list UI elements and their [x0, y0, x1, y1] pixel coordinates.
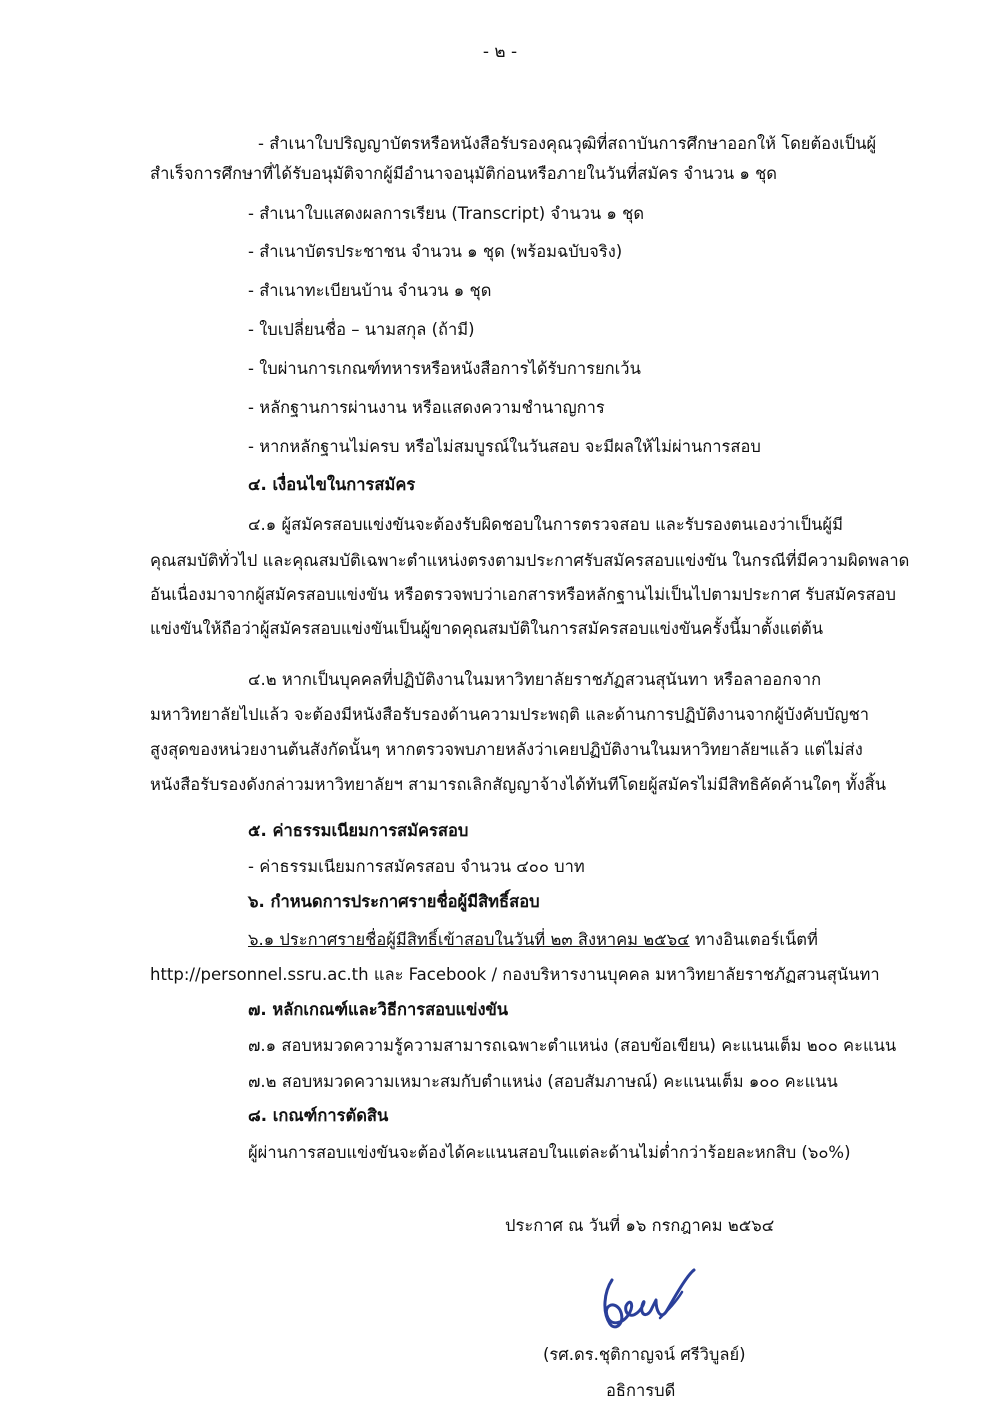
doc-item: - ใบผ่านการเกณฑ์ทหารหรือหนังสือการได้รับการยกเว้น — [248, 359, 641, 378]
announce-date-line — [248, 927, 818, 953]
s4-p1-line: คุณสมบัติทั่วไป และคุณสมบัติเฉพาะตำแหน่งตรงตามประกาศรับสมัครสอบแข่งขัน ในกรณีที่มีความผิดพลาด — [150, 551, 910, 570]
pass-criteria: ผู้ผ่านการสอบแข่งขันจะต้องได้คะแนนสอบในแต่ละด้านไม่ต่ำกว่าร้อยละหกสิบ (๖๐%) — [248, 1143, 851, 1162]
s4-p2-line: มหาวิทยาลัยไปแล้ว จะต้องมีหนังสือรับรองด้านความประพฤติ และด้านการปฏิบัติงานจากผู้บังคับบัญชา — [150, 705, 870, 724]
exam-criteria-1: ๗.๑ สอบหมวดความรู้ความสามารถเฉพาะตำแหน่ง (สอบข้อเขียน) คะแนนเต็ม ๒๐๐ คะแนน — [248, 1036, 897, 1055]
s4-p1-line: ๔.๑ ผู้สมัครสอบแข่งขันจะต้องรับผิดชอบในการตรวจสอบ และรับรองตนเองว่าเป็นผู้มี — [248, 515, 843, 534]
s4-p2-line: สูงสุดของหน่วยงานต้นสังกัดนั้นๆ หากตรวจพบภายหลังว่าเคยปฏิบัติงานในมหาวิทยาลัยฯแล้ว แต่ไม่ส่ง — [150, 740, 863, 759]
s4-p2-line: ๔.๒ หากเป็นบุคคลที่ปฏิบัติงานในมหาวิทยาลัยราชภัฏสวนสุนันทา หรือลาออกจาก — [248, 670, 822, 689]
doc-item: - สำเนาทะเบียนบ้าน จำนวน ๑ ชุด — [248, 281, 492, 300]
section-6-heading: ๖. กำหนดการประกาศรายชื่อผู้มีสิทธิ์สอบ — [248, 892, 540, 911]
signature-image — [590, 1262, 730, 1342]
announce-channels: http://personnel.ssru.ac.th และ Facebook / กองบริหารงานบุคคล มหาวิทยาลัยราชภัฏสวนสุนันทา — [150, 965, 880, 984]
doc-item: - สำเนาใบแสดงผลการเรียน (Transcript) จำนวน ๑ ชุด — [248, 204, 645, 223]
doc-line-1: - สำเนาใบปริญญาบัตรหรือหนังสือรับรองคุณวุฒิที่สถาบันการศึกษาออกให้ โดยต้องเป็นผู้ — [258, 134, 877, 153]
section-8-heading: ๘. เกณฑ์การตัดสิน — [248, 1106, 389, 1125]
section-7-heading: ๗. หลักเกณฑ์และวิธีการสอบแข่งขัน — [248, 1000, 509, 1019]
fee-line: - ค่าธรรมเนียมการสมัครสอบ จำนวน ๔๐๐ บาท — [248, 857, 585, 876]
doc-item: - หากหลักฐานไม่ครบ หรือไม่สมบูรณ์ในวันสอบ จะมีผลให้ไม่ผ่านการสอบ — [248, 437, 761, 456]
doc-item: - ใบเปลี่ยนชื่อ – นามสกุล (ถ้ามี) — [248, 320, 475, 339]
section-4-heading: ๔. เงื่อนไขในการสมัคร — [248, 475, 416, 494]
s4-p1-line: อันเนื่องมาจากผู้สมัครสอบแข่งขัน หรือตรวจพบว่าเอกสารหรือหลักฐานไม่เป็นไปตามประกาศ รับสมัครสอบ — [150, 585, 896, 604]
page-number: - ๒ - — [482, 42, 518, 62]
doc-item: - สำเนาบัตรประชาชน จำนวน ๑ ชุด (พร้อมฉบับจริง) — [248, 242, 623, 261]
announce-date-underlined: ๖.๑ ประกาศรายชื่อผู้มีสิทธิ์เข้าสอบในวันที่ ๒๓ สิงหาคม ๒๕๖๔ — [248, 930, 690, 949]
doc-item: - หลักฐานการผ่านงาน หรือแสดงความชำนาญการ — [248, 398, 605, 417]
announcement-date: ประกาศ ณ วันที่ ๑๖ กรกฎาคม ๒๕๖๔ — [505, 1216, 775, 1235]
announce-date-rest: ทางอินเตอร์เน็ตที่ — [689, 930, 818, 949]
s4-p2-line: หนังสือรับรองดังกล่าวมหาวิทยาลัยฯ สามารถเลิกสัญญาจ้างได้ทันทีโดยผู้สมัครไม่มีสิทธิคัดค้านใดๆ ทั้งสิ้น — [150, 775, 887, 794]
signer-title: อธิการบดี — [606, 1381, 676, 1400]
doc-line-1-cont: สำเร็จการศึกษาที่ได้รับอนุมัติจากผู้มีอำนาจอนุมัติก่อนหรือภายในวันที่สมัคร จำนวน ๑ ชุด — [150, 164, 777, 183]
section-5-heading: ๕. ค่าธรรมเนียมการสมัครสอบ — [248, 821, 469, 840]
exam-criteria-2: ๗.๒ สอบหมวดความเหมาะสมกับตำแหน่ง (สอบสัมภาษณ์) คะแนนเต็ม ๑๐๐ คะแนน — [248, 1072, 838, 1091]
s4-p1-line: แข่งขันให้ถือว่าผู้สมัครสอบแข่งขันเป็นผู้ขาดคุณสมบัติในการสมัครสอบแข่งขันครั้งนี้มาตั้งแต่ต้น — [150, 619, 823, 638]
signer-name: (รศ.ดร.ชุติกาญจน์ ศรีวิบูลย์) — [543, 1345, 746, 1364]
